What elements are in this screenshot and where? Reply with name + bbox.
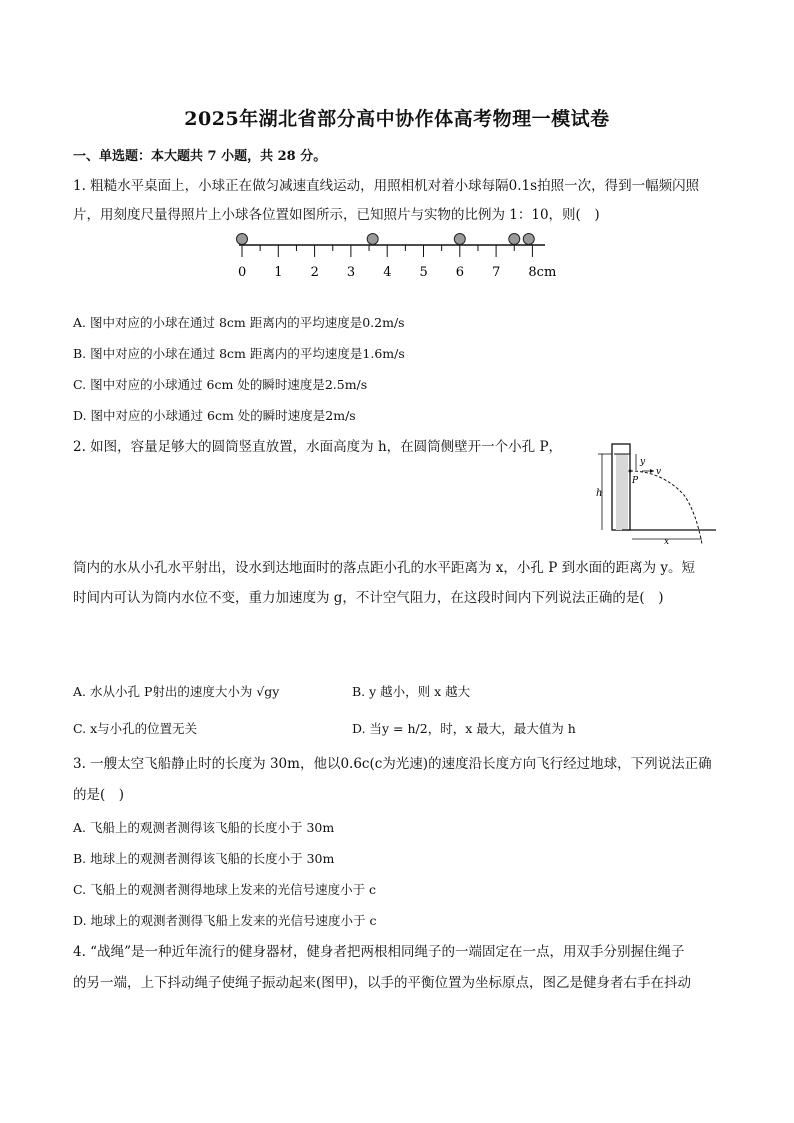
q3-line-2: 的是( ) — [73, 787, 125, 803]
q1-option-d: D. 图中对应的小球通过 6cm 处的瞬时速度是2m/s — [73, 408, 356, 423]
ruler-tick-label: 0 — [238, 265, 247, 280]
ruler-tick-label: 2 — [310, 265, 319, 280]
ruler-balls — [237, 234, 535, 245]
q3-option-d: D. 地球上的观测者测得飞船上发来的光信号速度小于 c — [73, 913, 377, 928]
q2-line-3: 时间内可认为筒内水位不变，重力加速度为 g，不计空气阻力，在这段时间内下列说法正确的是( ) — [73, 590, 664, 606]
y-label: y — [640, 457, 646, 467]
q4-line-1: 4. “战绳”是一种近年流行的健身器材，健身者把两根相同绳子的一端固定在一点，用双手分别握住绳子 — [73, 944, 685, 960]
ball-marker — [237, 234, 248, 245]
water-jet-path — [630, 471, 702, 544]
q2-line-2: 筒内的水从小孔水平射出，设水到达地面时的落点距小孔的水平距离为 x，小孔 P 到水面的距离为 y。短 — [73, 560, 695, 576]
ruler-figure — [225, 228, 565, 284]
ruler-tick-label: 7 — [492, 265, 501, 280]
ball-marker — [509, 234, 520, 245]
q1-line-2: 片，用刻度尺量得照片上小球各位置如图所示，已知照片与实物的比例为 1：10，则( ) — [73, 207, 600, 223]
v-label: v — [656, 467, 662, 477]
q2-option-b: B. y 越小，则 x 越大 — [352, 684, 471, 699]
q4-line-2: 的另一端，上下抖动绳子使绳子振动起来(图甲)，以手的平衡位置为坐标原点，图乙是健身者右手在抖动 — [73, 975, 692, 991]
ruler-tick-label: 4 — [383, 265, 392, 280]
ruler-tick-label: 6 — [455, 265, 465, 280]
p-label: P — [632, 476, 639, 486]
section-heading: 一、单选题：本大题共 7 小题，共 28 分。 — [73, 149, 327, 164]
ruler-tick-label: 3 — [346, 265, 356, 280]
q1-line-1: 1. 粗糙水平桌面上，小球正在做匀减速直线运动，用照相机对着小球每隔0.1s拍照一次，得到一幅频闪照 — [73, 178, 700, 194]
ruler-tick-label: 5 — [419, 265, 428, 280]
q2-line-1: 2. 如图，容量足够大的圆筒竖直放置，水面高度为 h，在圆筒侧壁开一个小孔 P， — [73, 439, 563, 455]
ruler-tick-label: 8cm — [528, 265, 557, 280]
x-label: x — [664, 537, 670, 547]
page-title: 2025年湖北省部分高中协作体高考物理一模试卷 — [184, 108, 610, 130]
q1-option-b: B. 图中对应的小球在通过 8cm 距离内的平均速度是1.6m/s — [73, 346, 405, 361]
q1-option-c: C. 图中对应的小球通过 6cm 处的瞬时速度是2.5m/s — [73, 377, 368, 392]
ball-marker — [367, 234, 378, 245]
h-label: h — [596, 488, 603, 499]
q2-option-a: A. 水从小孔 P射出的速度大小为 √gy — [73, 684, 280, 699]
ball-marker — [523, 234, 534, 245]
ruler-ticks — [242, 245, 532, 257]
water-fill — [616, 454, 628, 530]
q3-line-1: 3. 一艘太空飞船静止时的长度为 30m，他以0.6c(c为光速)的速度沿长度方向飞行经过地球，下列说法正确 — [73, 756, 712, 772]
water-cylinder-figure — [592, 440, 722, 550]
ruler-labels — [238, 265, 556, 280]
ruler-tick-label: 1 — [274, 265, 283, 280]
ball-marker — [454, 234, 465, 245]
q3-option-b: B. 地球上的观测者测得该飞船的长度小于 30m — [73, 851, 335, 866]
q2-option-c: C. x与小孔的位置无关 — [73, 721, 198, 736]
q3-option-c: C. 飞船上的观测者测得地球上发来的光信号速度小于 c — [73, 882, 377, 897]
q1-option-a: A. 图中对应的小球在通过 8cm 距离内的平均速度是0.2m/s — [73, 315, 405, 330]
q2-option-d: D. 当y = h/2，时，x 最大，最大值为 h — [352, 721, 576, 736]
q3-option-a: A. 飞船上的观测者测得该飞船的长度小于 30m — [73, 820, 335, 835]
